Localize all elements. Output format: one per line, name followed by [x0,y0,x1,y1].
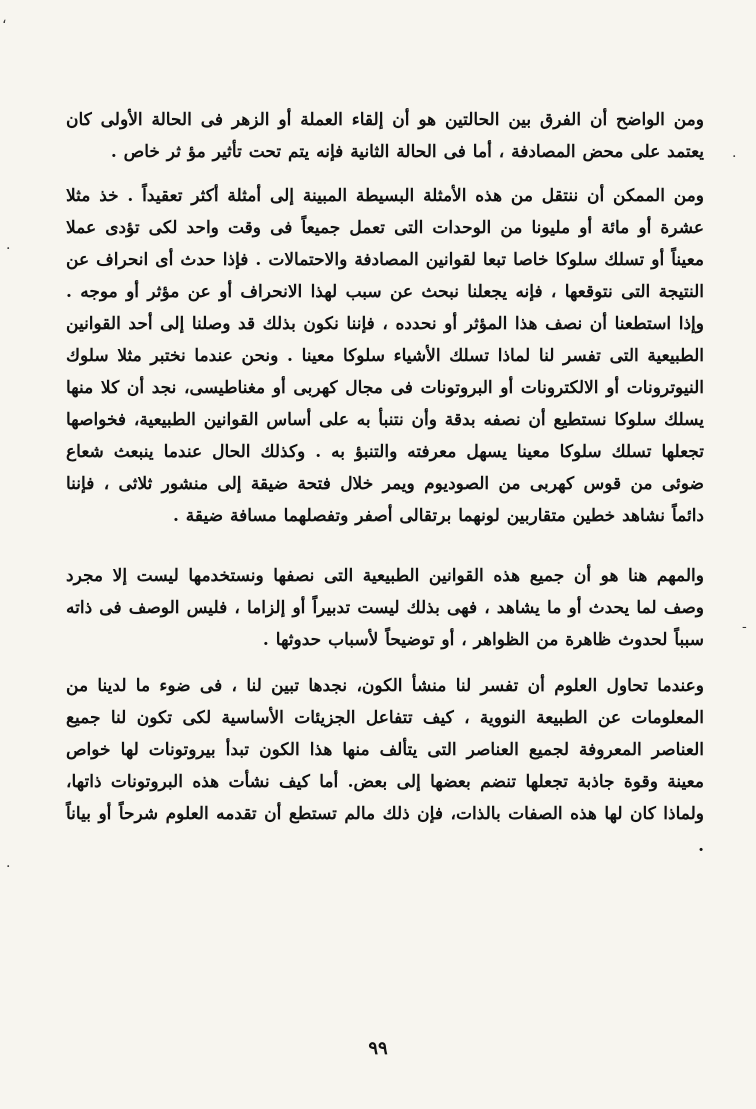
body-text [66,104,704,862]
paragraph-1: ومن الواضح أن الفرق بين الحالتين هو أن إلقاء العملة أو الزهر فى الحالة الأولى كان يعتمد على محض المصادفة ، أما فى الحالة الثانية فإنه يتم تحت تأثير مؤ ثر خاص . [66,110,704,162]
paragraph-3: والمهم هنا هو أن جميع هذه القوانين الطبيعية التى نصفها ونستخدمها ليست إلا مجرد وصف لما يحدث أو ما يشاهد ، فهى بذلك ليست تدبيراً أو إلزاما ، فليس الوصف فى ذاته سبباً لحدوث ظاهرة من الظواهر ، أو توضيحاً لأسباب حدوثها . [66,566,704,650]
paragraph-4: وعندما تحاول العلوم أن تفسر لنا منشأ الكون، نجدها تبين لنا ، فى ضوء ما لدينا من المعلومات عن الطبيعة النووية ، كيف تتفاعل الجزيئات الأساسية لكى تكون لنا جميع العناصر المعروفة لجميع العناصر التى يتألف منها هذا الكون تبدأ بيروتونات لها خواص معينة وقوة جاذبة تجعلها تنضم بعضها إلى بعض. أما كيف نشأت هذه البروتونات ذاتها، ولماذا كان لها هذه الصفات بالذات، فإن ذلك مالم تستطع أن تقدمه العلوم شرحاً أو بياناً . [66,676,704,856]
margin-mark: · [6,859,11,875]
margin-mark: - [742,619,747,635]
margin-mark: · [732,149,737,165]
margin-mark: · [6,241,11,257]
paragraph-2: ومن الممكن أن ننتقل من هذه الأمثلة البسيطة المبينة إلى أمثلة أكثر تعقيداً . خذ مثلا عشرة أو مائة أو مليونا من الوحدات التى تعمل جميعاً فى وقت واحد لكى تؤدى عملا معيناً أو تسلك سلوكا خاصا تبعا لقوانين المصادفة والاحتمالات . فإذا حدث أى انحراف عن النتيجة التى نتوقعها ، فإنه يجعلنا نبحث عن سبب لهذا الانحراف أو عن مؤثر أو موجه . وإذا استطعنا أن نصف هذا المؤثر أو نحدده ، فإننا نكون بذلك قد وصلنا إلى أحد القوانين الطبيعية التى تفسر لنا لماذا تسلك الأشياء سلوكا معينا . ونحن عندما نختبر مثلا سلوك النيوترونات أو الالكترونات أو البروتونات فى مجال كهربى أو مغناطيسى، نجد أن كلا منها يسلك سلوكا نستطيع أن نصفه بدقة وأن نتنبأ به على أساس القوانين الطبيعية، فخواصها تجعلها تسلك سلوكا معينا يسهل معرفته والتنبؤ به . وكذلك الحال عندما ينبعث شعاع ضوئى من قوس كهربى من الصوديوم ويمر خلال فتحة ضيقة إلى منشور ثلاثى ، فإننا دائماً نشاهد خطين متقاربين لونهما برتقالى أصفر وتفصلهما مسافة ضيقة . [66,186,704,526]
margin-mark: ، [2,11,7,27]
page-number: ٩٩ [368,1038,388,1059]
